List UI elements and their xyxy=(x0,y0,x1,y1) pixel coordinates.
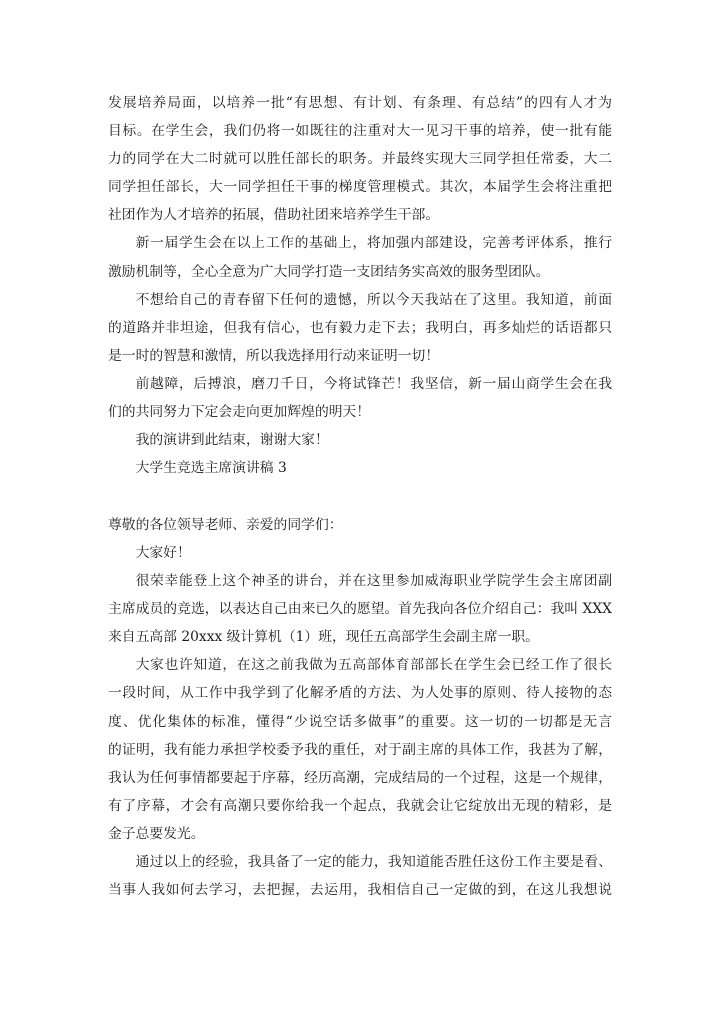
text-line: 前越障，后搏浪，磨刀千日，今将试锋芒！我坚信，新一届山商学生会在我 xyxy=(135,375,612,392)
text-line: 的道路并非坦途，但我有信心，也有毅力走下去；我明白，再多灿烂的话语都只 xyxy=(108,319,612,336)
text-line: 大家也许知道，在这之前我做为五高部体育部部长在学生会已经工作了很长 xyxy=(135,657,612,674)
text-line: 很荣幸能登上这个神圣的讲台，并在这里参加威海职业学院学生会主席团副 xyxy=(135,573,612,590)
paragraph xyxy=(108,370,612,426)
text-line: 当事人我如何去学习，去把握，去运用，我相信自己一定做的到，在这儿我想说 xyxy=(108,882,612,899)
text-line: 度、优化集体的标准，懂得“少说空话多做事”的重要。这一切的一切都是无言 xyxy=(108,713,612,730)
paragraph xyxy=(108,286,612,370)
text-line: 目标。在学生会，我们仍将一如既往的注重对大一见习干事的培养，使一批有能 xyxy=(108,123,612,140)
text-line: 们的共同努力下定会走向更加辉煌的明天！ xyxy=(108,404,371,421)
blank-line xyxy=(108,482,612,511)
paragraph xyxy=(108,848,612,904)
paragraph xyxy=(108,567,612,651)
greeting: 大家好！ xyxy=(135,545,191,561)
paragraph xyxy=(108,89,612,229)
text-line: 的证明，我有能力承担学校委予我的重任，对于副主席的具体工作，我甚为了解， xyxy=(108,741,612,758)
text-line: 新一届学生会在以上工作的基础上，将加强内部建设，完善考评体系，推行 xyxy=(135,235,612,252)
text-line: 有了序幕，才会有高潮只要你给我一个起点，我就会让它绽放出无现的精彩，是 xyxy=(108,797,612,814)
text-line: 社团作为人才培养的拓展，借助社团来培养学生干部。 xyxy=(108,207,440,224)
document-body xyxy=(108,89,612,904)
salutation: 尊敬的各位领导老师、亲爱的同学们： xyxy=(108,516,343,533)
text-line: 主席成员的竞选，以表达自己由来已久的愿望。首先我向各位介绍自己：我叫 XXX xyxy=(108,601,612,618)
text-line: 力的同学在大二时就可以胜任部长的职务。并最终实现大三同学担任常委，大二 xyxy=(108,151,612,168)
text-line: 通过以上的经验，我具备了一定的能力，我知道能否胜任这份工作主要是看、 xyxy=(135,854,612,871)
text-line: 发展培养局面，以培养一批“有思想、有计划、有条理、有总结”的四有人才为 xyxy=(108,95,612,111)
text-line: 是一时的智慧和激情，所以我选择用行动来证明一切！ xyxy=(108,347,440,364)
section-title: 大学生竞选主席演讲稿 3 xyxy=(135,460,287,477)
text-line: 不想给自己的青春留下任何的遗憾，所以今天我站在了这里。我知道，前面 xyxy=(135,291,612,308)
paragraph xyxy=(108,426,612,454)
text-line: 金子总要发光。 xyxy=(108,825,205,842)
text-line: 一段时间，从工作中我学到了化解矛盾的方法、为人处事的原则、待人接物的态 xyxy=(108,685,612,702)
text-line: 我的演讲到此结束，谢谢大家！ xyxy=(135,432,329,449)
paragraph xyxy=(108,229,612,285)
paragraph xyxy=(108,651,612,848)
text-line: 我认为任何事情都要起于序幕，经历高潮，完成结局的一个过程，这是一个规律， xyxy=(108,769,612,786)
text-line: 来自五高部 20xxx 级计算机（1）班，现任五高部学生会副主席一职。 xyxy=(108,629,539,646)
text-line: 同学担任部长，大一同学担任干事的梯度管理模式。其次，本届学生会将注重把 xyxy=(108,179,612,196)
text-line: 激励机制等，全心全意为广大同学打造一支团结务实高效的服务型团队。 xyxy=(108,263,550,280)
